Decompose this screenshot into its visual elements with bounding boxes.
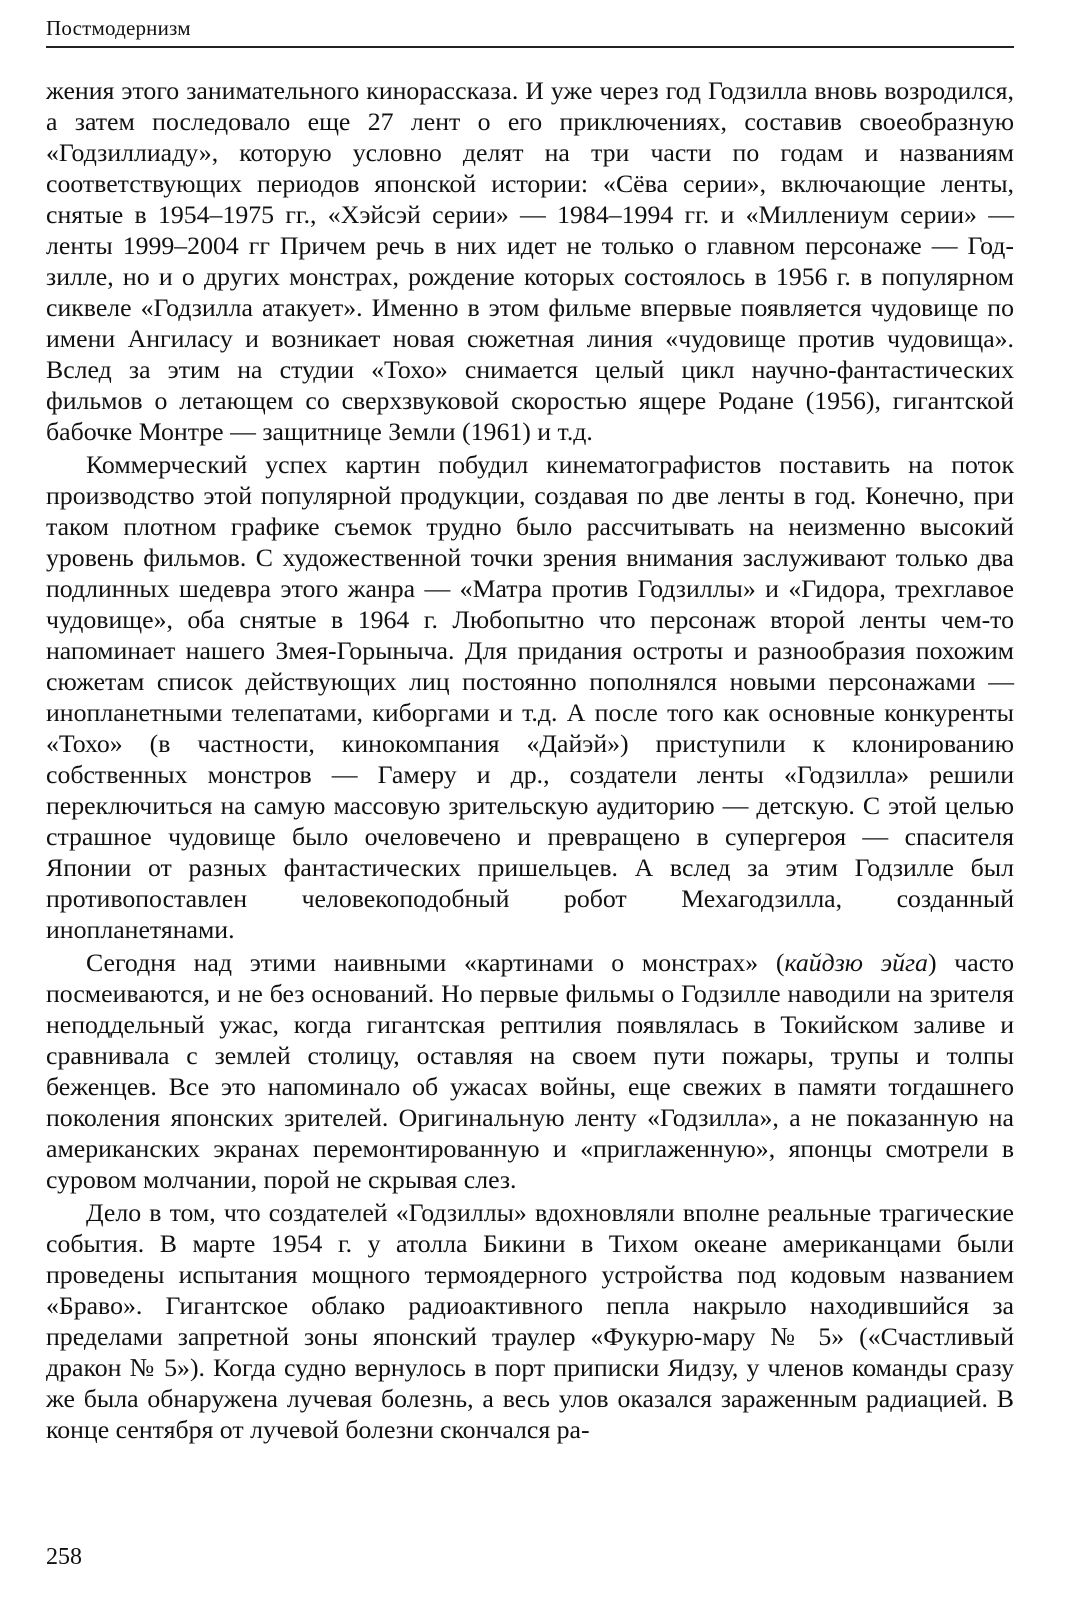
paragraph: Дело в том, что создателей «Годзиллы» вдохновляли вполне реальные трагические события. В марте 1954 г. у атолла Бикини в Тихом океане американцами были проведены испытания мощного термоядерного устройства под кодовым названием «Браво». Гигантское облако радиоактивного пепла накрыло находившийся за пределами запретной зоны японский траулер «Фукурю-мару № 5» («Счастливый дракон № 5»). Когда судно вернулось в порт приписки Яидзу, у членов команды сразу же была обнаружена лучевая болезнь, а весь улов оказался зараженным радиацией. В конце сентября от лучевой болезни скончался ра- [46, 1198, 1014, 1444]
paragraph-continued: жения этого занимательного кинорассказа. И уже через год Годзилла вновь возродился, а затем последовало еще 27 лент о его приключениях, составив своеобразную «Годзиллиаду», которую условно делят на три части по годам и названиям соответствующих периодов японской истории: «Сёва серии», включающие ленты, снятые в 1954–1975 гг., «Хэйсэй серии» — 1984–1994 гг. и «Миллениум серии» — ленты 1999–2004 гг Причем речь в них идет не только о главном персонаже — Годзилле, но и о других монстрах, рождение которых состоялось в 1956 г. в популярном сиквеле «Годзилла атакует». Именно в этом фильме впервые появляется чудовище по имени Ангиласу и возникает новая сюжетная линия «чудовище против чудовища». Вслед за этим на студии «Тохо» снимается целый цикл научно-фантастических фильмов о летающем со сверхзвуковой скоростью ящере Родане (1956), гигантской бабочке Монтре — защитнице Земли (1961) и т.д. [46, 76, 1014, 446]
page-number: 258 [46, 1544, 82, 1570]
paragraph-text: Сегодня над этими наивными «картинами о монстрах» ( [86, 948, 785, 977]
body-text [46, 75, 1014, 1445]
paragraph-text: ) часто посмеиваются, и не без оснований. Но первые фильмы о Годзилле наводили на зрителя неподдельный ужас, когда гигантская рептилия появлялась в Токийском заливе и сравнивала с землей столицу, оставляя на своем пути пожары, трупы и толпы беженцев. Все это напоминало об ужасах войны, еще свежих в памяти тогдашнего поколения японских зрителей. Оригинальную ленту «Годзилла», а не показанную на американских экранах перемонтированную и «приглаженную», японцы смотрели в суровом молчании, порой не скрывая слез. [46, 948, 1015, 1194]
italic-term: кайдзю эйга [784, 948, 928, 977]
paragraph: Коммерческий успех картин побудил кинематографистов поставить на поток производство этой популярной продукции, создавая по две ленты в год. Конечно, при таком плотном графике съемок трудно было рассчитывать на неизменно высокий уровень фильмов. С художественной точки зрения внимания заслуживают только два подлинных шедевра этого жанра — «Матра против Годзиллы» и «Гидора, трехглавое чудовище», оба снятые в 1964 г. Любопытно что персонаж второй ленты чем-то напоминает нашего Змея-Горыныча. Для придания остроты и разнообразия похожим сюжетам список действующих лиц постоянно пополнялся новыми персонажами — инопланетными телепатами, киборгами и т.д. А после того как основные конкуренты «Тохо» (в частности, кинокомпания «Дайэй») приступили к клонированию собственных монстров — Гамеру и др., создатели ленты «Годзилла» решили переключиться на самую массовую зрительскую аудиторию — детскую. С этой целью страшное чудовище было очеловечено и превращено в супергероя — спасителя Японии от разных фантастических пришельцев. А вслед за этим Годзилле был противопоставлен человекоподобный робот Мехагодзилла, созданный инопланетянами. [46, 450, 1014, 944]
paragraph [46, 947, 1014, 1195]
running-head-title: Постмодернизм [46, 16, 191, 40]
book-page [46, 0, 1014, 1600]
header-divider [46, 46, 1014, 48]
